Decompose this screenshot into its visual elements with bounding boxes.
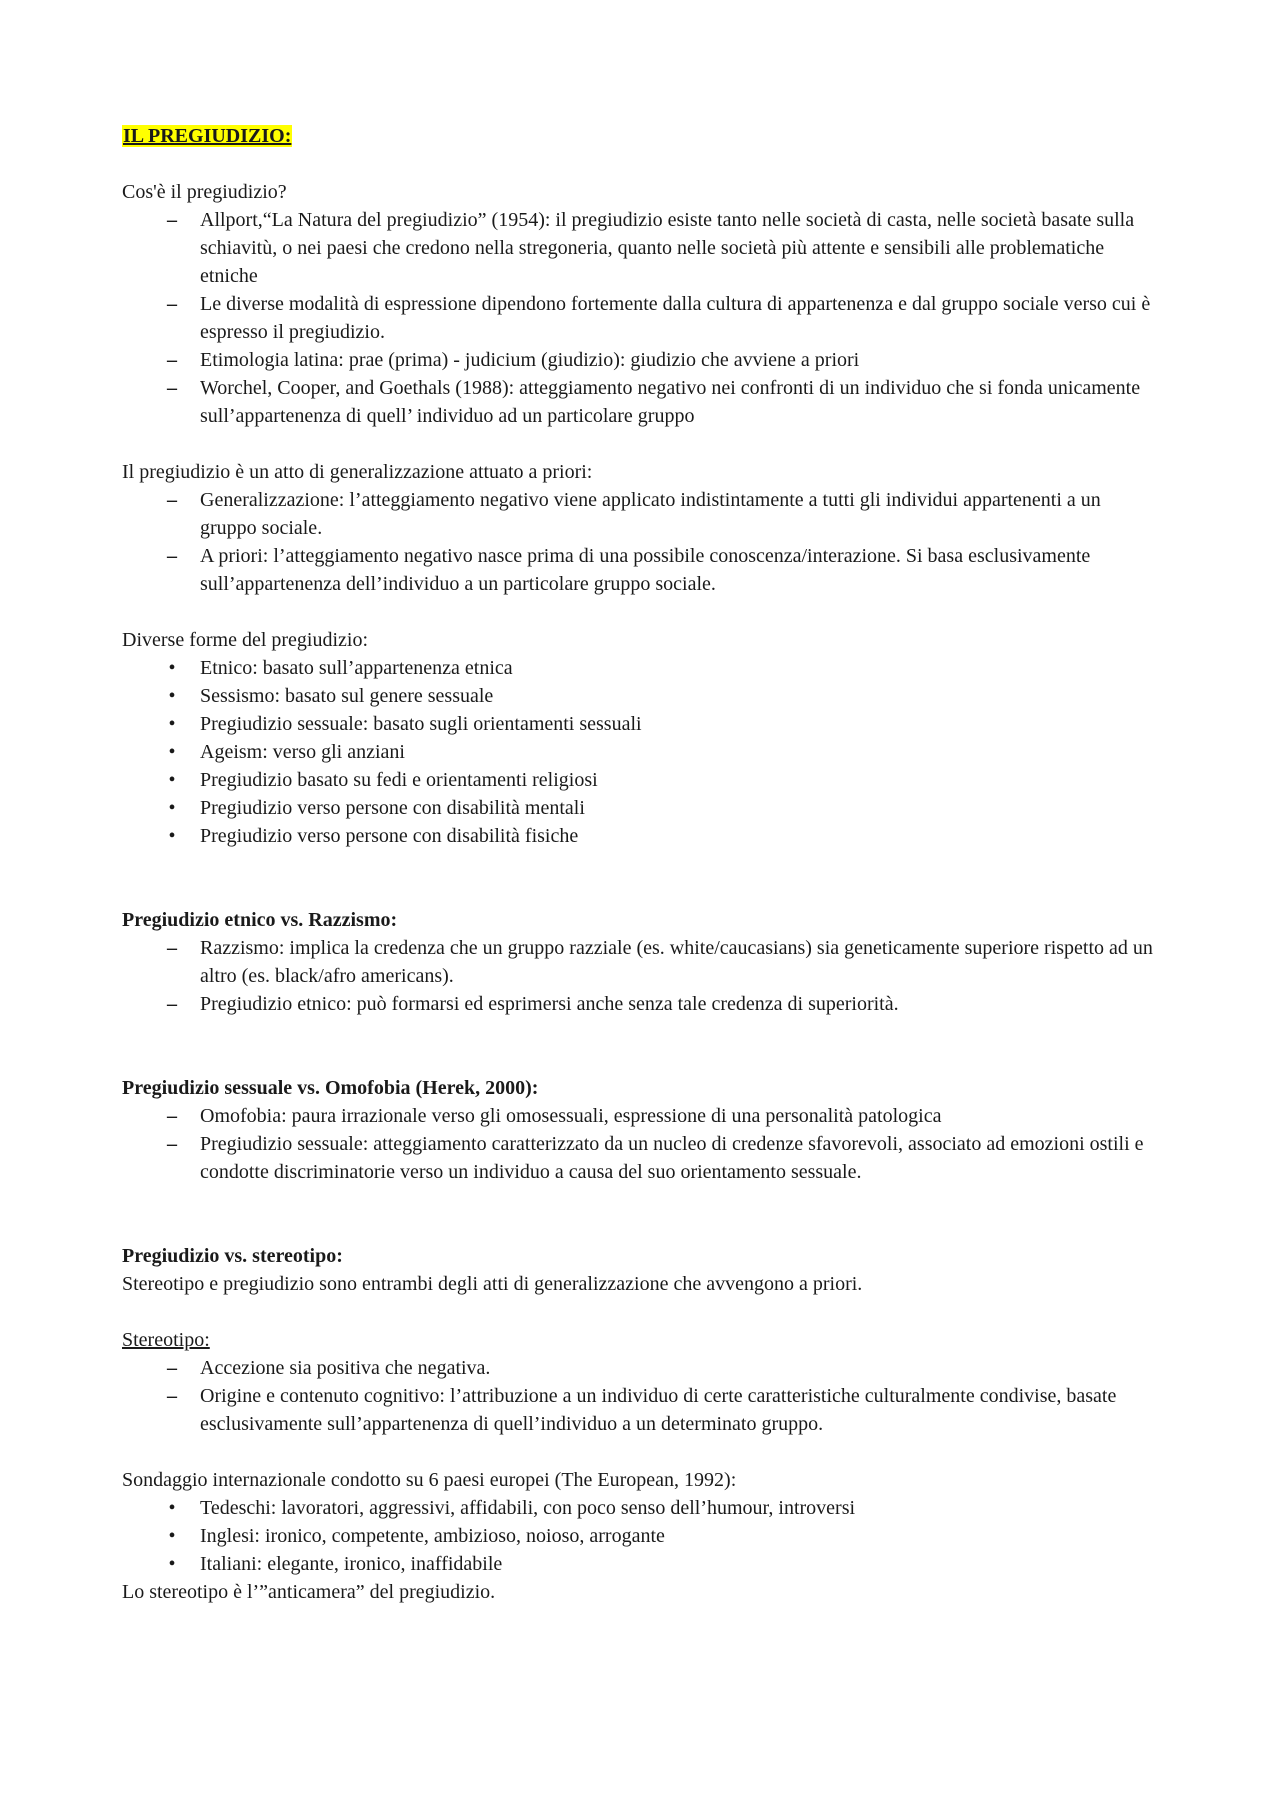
list-item bbox=[122, 206, 1162, 290]
section-stereotype bbox=[122, 1326, 1162, 1438]
dash-marker: – bbox=[167, 937, 177, 959]
list-item bbox=[122, 990, 1162, 1018]
dash-marker: – bbox=[167, 209, 177, 231]
list-item-text: Allport,“La Natura del pregiudizio” (1954): il pregiudizio esiste tanto nelle società di casta, nelle società basate sulla schiavitù, o nei paesi che credono nella stregoneria, quanto nelle società più attente e sensibili alle problematiche etniche bbox=[200, 209, 1135, 287]
dash-marker: – bbox=[167, 489, 177, 511]
list-item bbox=[122, 710, 1162, 738]
bullet-marker: • bbox=[168, 825, 176, 847]
bullet-marker: • bbox=[168, 741, 176, 763]
list-item bbox=[122, 346, 1162, 374]
dash-list bbox=[122, 1102, 1162, 1186]
list-item bbox=[122, 542, 1162, 598]
page-title: IL PREGIUDIZIO: bbox=[123, 125, 292, 147]
list-item bbox=[122, 1522, 1162, 1550]
list-item-text: Accezione sia positiva che negativa. bbox=[200, 1357, 491, 1379]
dash-marker: – bbox=[167, 1105, 177, 1127]
list-item bbox=[122, 1550, 1162, 1578]
list-item bbox=[122, 290, 1162, 346]
list-item bbox=[122, 1494, 1162, 1522]
section-definition bbox=[122, 178, 1162, 430]
list-item-text: Tedeschi: lavoratori, aggressivi, affidabili, con poco senso dell’humour, introversi bbox=[200, 1497, 856, 1519]
list-item bbox=[122, 1354, 1162, 1382]
bullet-list bbox=[122, 1494, 1162, 1578]
dash-list bbox=[122, 486, 1162, 598]
list-item bbox=[122, 794, 1162, 822]
bullet-marker: • bbox=[168, 657, 176, 679]
list-item-text: Etnico: basato sull’appartenenza etnica bbox=[200, 657, 513, 679]
dash-list bbox=[122, 1354, 1162, 1438]
list-item bbox=[122, 1130, 1162, 1186]
list-item-text: Razzismo: implica la credenza che un gruppo razziale (es. white/caucasians) sia geneticamente superiore rispetto ad un altro (es. black/afro americans). bbox=[200, 937, 1153, 987]
list-item-text: A priori: l’atteggiamento negativo nasce prima di una possibile conoscenza/interazione. Si basa esclusivamente sull’appartenenza dell’individuo a un particolare gruppo sociale. bbox=[200, 545, 1091, 595]
list-item bbox=[122, 1102, 1162, 1130]
section-sexual-vs-homophobia bbox=[122, 1074, 1162, 1186]
document-body bbox=[122, 122, 1162, 1606]
dash-marker: – bbox=[167, 993, 177, 1015]
dash-marker: – bbox=[167, 1133, 177, 1155]
list-item-text: Worchel, Cooper, and Goethals (1988): atteggiamento negativo nei confronti di un individuo che si fonda unicamente sull’appartenenza di quell’ individuo ad un particolare gruppo bbox=[200, 377, 1141, 427]
list-item-text: Pregiudizio verso persone con disabilità fisiche bbox=[200, 825, 579, 847]
paragraph: Stereotipo e pregiudizio sono entrambi degli atti di generalizzazione che avvengono a priori. bbox=[122, 1273, 863, 1295]
list-item-text: Pregiudizio basato su fedi e orientamenti religiosi bbox=[200, 769, 598, 791]
bullet-marker: • bbox=[168, 1497, 176, 1519]
list-item bbox=[122, 738, 1162, 766]
section-intro: Cos'è il pregiudizio? bbox=[122, 181, 287, 203]
list-item-text: Pregiudizio verso persone con disabilità mentali bbox=[200, 797, 585, 819]
dash-marker: – bbox=[167, 545, 177, 567]
section-subheading: Stereotipo: bbox=[122, 1329, 210, 1351]
bullet-marker: • bbox=[168, 797, 176, 819]
bullet-marker: • bbox=[168, 685, 176, 707]
list-item-text: Etimologia latina: prae (prima) - judicium (giudizio): giudizio che avviene a priori bbox=[200, 349, 860, 371]
list-item-text: Italiani: elegante, ironico, inaffidabile bbox=[200, 1553, 503, 1575]
section-heading: Pregiudizio vs. stereotipo: bbox=[122, 1245, 343, 1267]
list-item bbox=[122, 1382, 1162, 1438]
section-prejudice-vs-stereotype bbox=[122, 1242, 1162, 1298]
list-item bbox=[122, 654, 1162, 682]
list-item-text: Le diverse modalità di espressione dipendono fortemente dalla cultura di appartenenza e dal gruppo sociale verso cui è espresso il pregiudizio. bbox=[200, 293, 1151, 343]
list-item-text: Pregiudizio etnico: può formarsi ed esprimersi anche senza tale credenza di superiorità. bbox=[200, 993, 899, 1015]
dash-marker: – bbox=[167, 293, 177, 315]
section-intro: Diverse forme del pregiudizio: bbox=[122, 629, 369, 651]
dash-marker: – bbox=[167, 1357, 177, 1379]
dash-marker: – bbox=[167, 1385, 177, 1407]
list-item bbox=[122, 822, 1162, 850]
closing-sentence: Lo stereotipo è l’”anticamera” del pregiudizio. bbox=[122, 1581, 496, 1603]
section-heading: Pregiudizio etnico vs. Razzismo: bbox=[122, 909, 398, 931]
list-item-text: Sessismo: basato sul genere sessuale bbox=[200, 685, 494, 707]
list-item-text: Origine e contenuto cognitivo: l’attribuzione a un individuo di certe caratteristiche culturalmente condivise, basate esclusivamente sull’appartenenza di quell’individuo a un determinato gruppo. bbox=[200, 1385, 1117, 1435]
list-item bbox=[122, 486, 1162, 542]
list-item bbox=[122, 934, 1162, 990]
bullet-marker: • bbox=[168, 1553, 176, 1575]
list-item-text: Omofobia: paura irrazionale verso gli omosessuali, espressione di una personalità patologica bbox=[200, 1105, 942, 1127]
bullet-marker: • bbox=[168, 769, 176, 791]
list-item-text: Generalizzazione: l’atteggiamento negativo viene applicato indistintamente a tutti gli individui appartenenti a un gruppo sociale. bbox=[200, 489, 1101, 539]
section-ethnic-vs-racism bbox=[122, 906, 1162, 1018]
section-forms bbox=[122, 626, 1162, 850]
list-item bbox=[122, 374, 1162, 430]
bullet-marker: • bbox=[168, 1525, 176, 1547]
list-item-text: Pregiudizio sessuale: basato sugli orientamenti sessuali bbox=[200, 713, 642, 735]
list-item-text: Ageism: verso gli anziani bbox=[200, 741, 405, 763]
dash-list bbox=[122, 934, 1162, 1018]
section-survey bbox=[122, 1466, 1162, 1606]
section-generalization bbox=[122, 458, 1162, 598]
list-item bbox=[122, 682, 1162, 710]
bullet-marker: • bbox=[168, 713, 176, 735]
list-item bbox=[122, 766, 1162, 794]
section-heading: Pregiudizio sessuale vs. Omofobia (Herek, 2000): bbox=[122, 1077, 539, 1099]
section-intro: Il pregiudizio è un atto di generalizzazione attuato a priori: bbox=[122, 461, 593, 483]
dash-marker: – bbox=[167, 349, 177, 371]
section-intro: Sondaggio internazionale condotto su 6 paesi europei (The European, 1992): bbox=[122, 1469, 737, 1491]
dash-list bbox=[122, 206, 1162, 430]
dash-marker: – bbox=[167, 377, 177, 399]
list-item-text: Inglesi: ironico, competente, ambizioso, noioso, arrogante bbox=[200, 1525, 665, 1547]
bullet-list bbox=[122, 654, 1162, 850]
list-item-text: Pregiudizio sessuale: atteggiamento caratterizzato da un nucleo di credenze sfavorevoli, associato ad emozioni ostili e condotte discriminatorie verso un individuo a causa del suo orientamento sessuale. bbox=[200, 1133, 1144, 1183]
